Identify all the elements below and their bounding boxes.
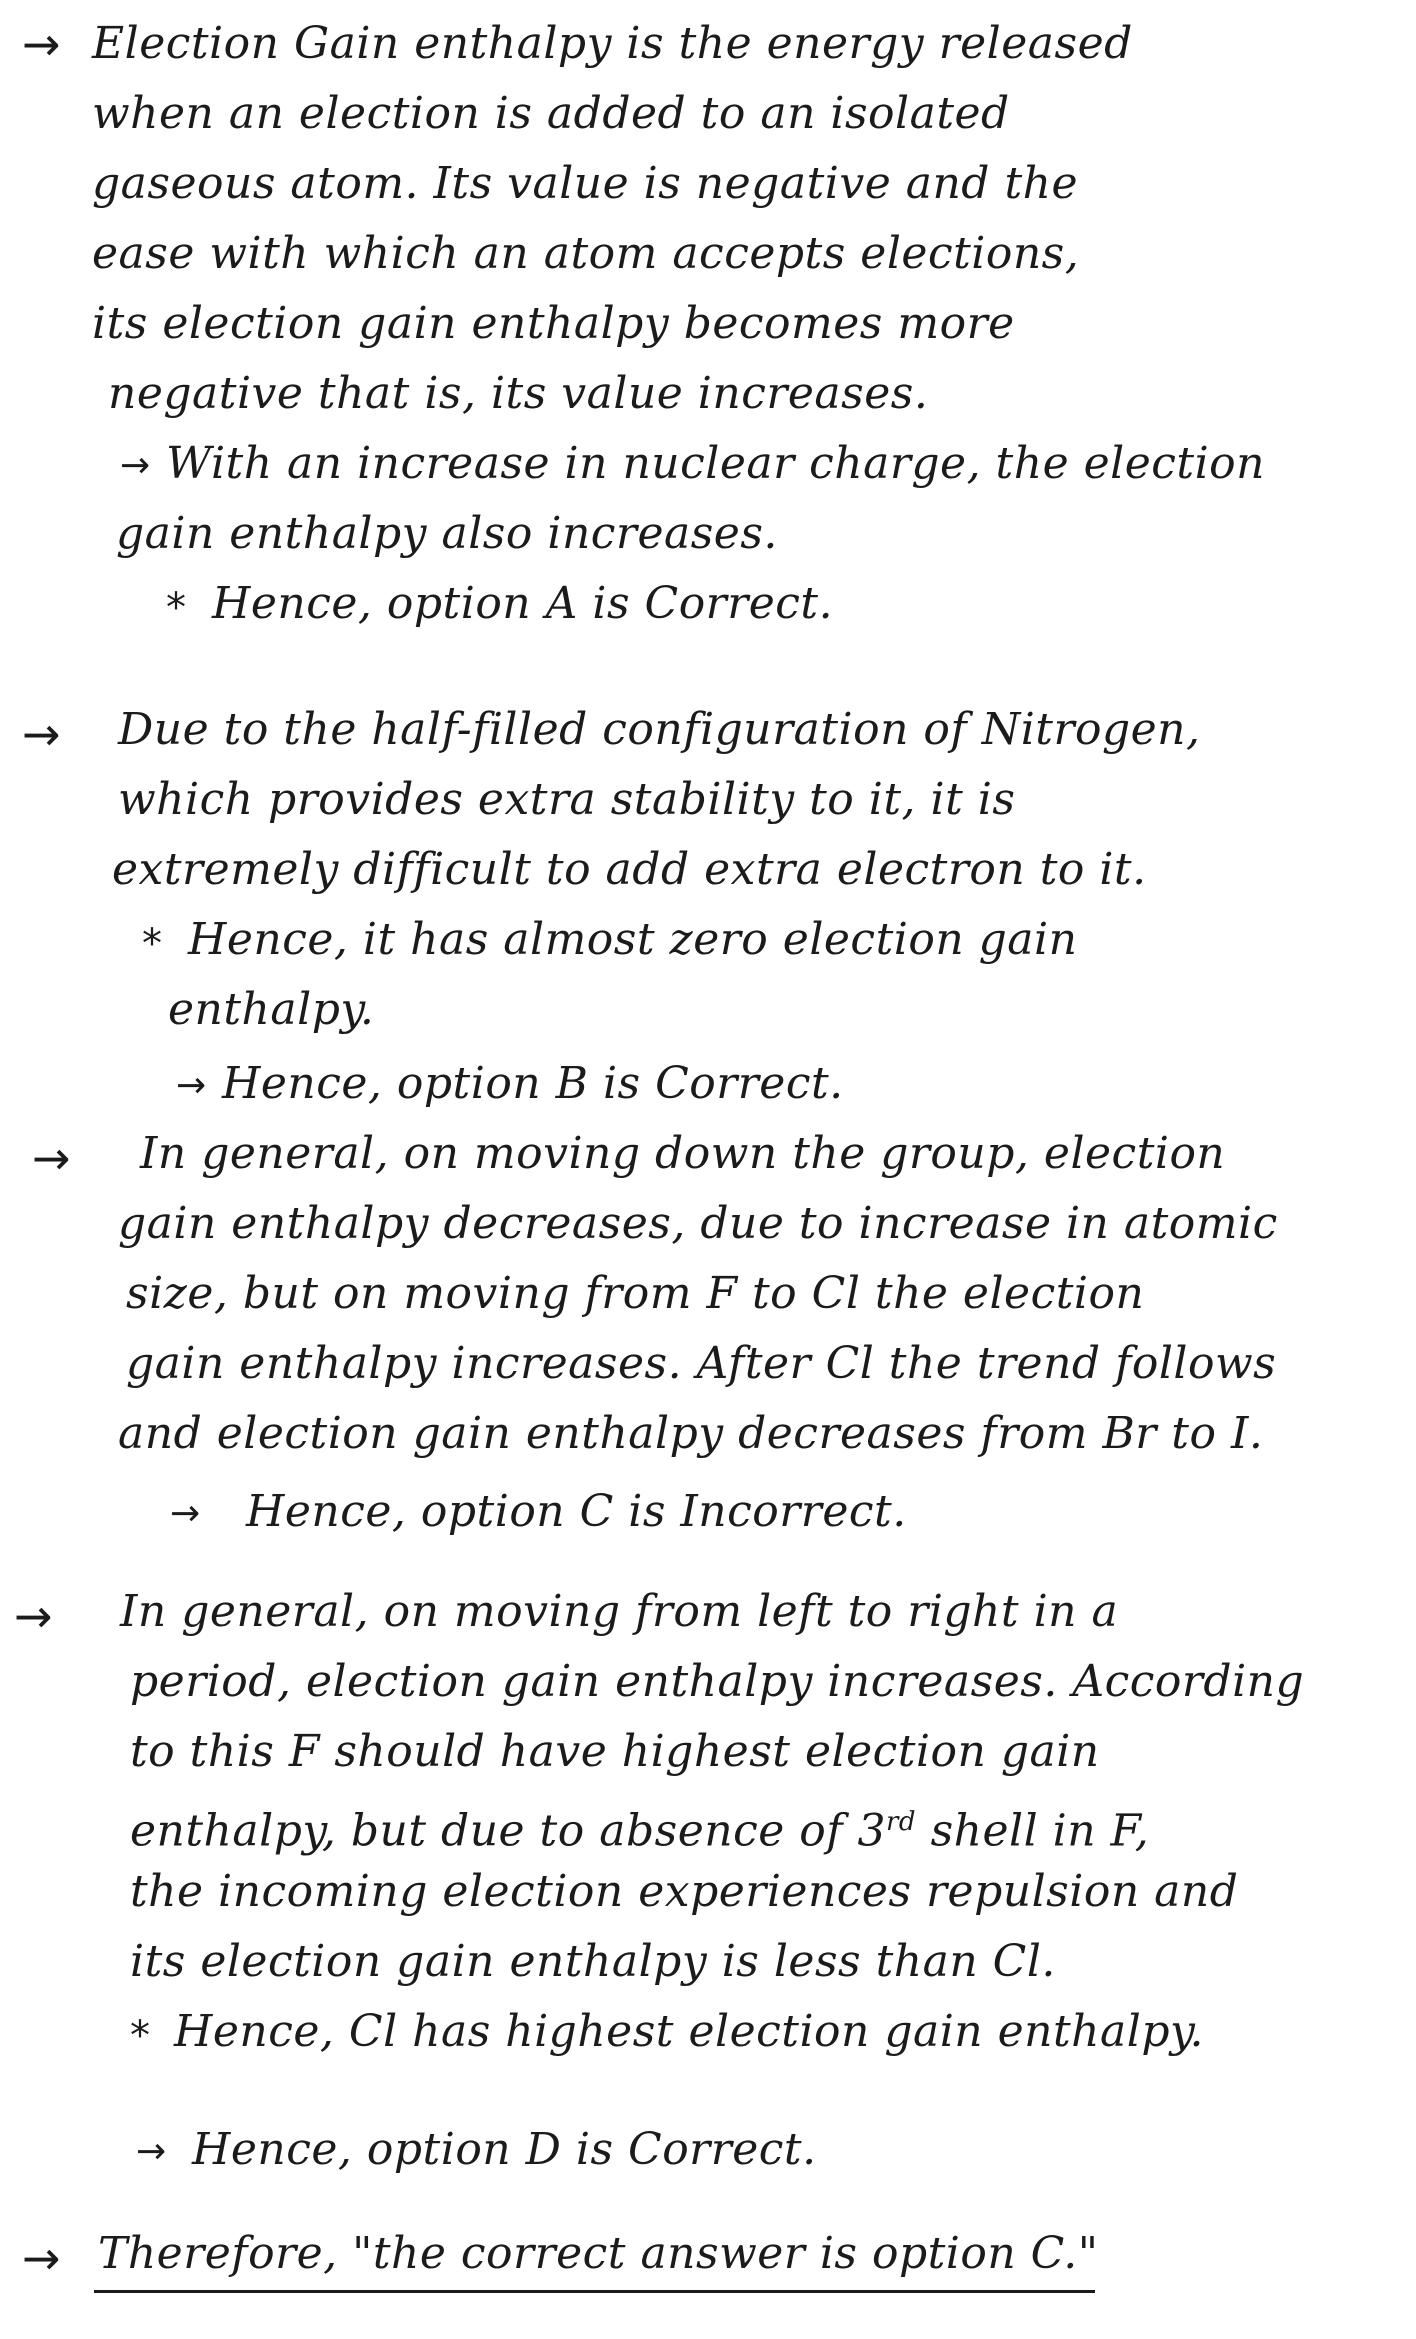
para1-line7: With an increase in nuclear charge, the election: [166, 438, 1265, 489]
para3-line3: size, but on moving from F to Cl the election: [126, 1268, 1145, 1319]
para1-line3: gaseous atom. Its value is negative and the: [92, 158, 1078, 209]
para1-line9: Hence, option A is Correct.: [212, 578, 834, 629]
superscript-rd: rd: [886, 1807, 917, 1837]
para4-line4-end: shell in F,: [916, 1805, 1150, 1857]
para4-line4-start: enthalpy, but due to absence of 3: [130, 1805, 886, 1857]
para4-line7: Hence, Cl has highest election gain enthalpy.: [174, 2006, 1204, 2057]
bullet-arrow-icon: →: [22, 707, 61, 761]
conclusion-underline: [94, 2290, 1095, 2293]
para3-line5: and election gain enthalpy decreases from Br to I.: [118, 1408, 1264, 1459]
para4-line8: Hence, option D is Correct.: [192, 2124, 817, 2175]
para1-line5: its election gain enthalpy becomes more: [92, 298, 1015, 349]
star-icon: *: [166, 585, 186, 631]
conclusion-text: Therefore, "the correct answer is option C.": [98, 2228, 1099, 2279]
bullet-arrow-icon: →: [22, 2231, 61, 2285]
para3-line2: gain enthalpy decreases, due to increase in atomic: [118, 1198, 1278, 1249]
para1-line4: ease with which an atom accepts elections,: [92, 228, 1080, 279]
para2-line2: which provides extra stability to it, it is: [118, 774, 1016, 825]
sub-arrow-icon: →: [170, 1493, 201, 1534]
para1-line2: when an election is added to an isolated: [92, 88, 1010, 139]
para4-line2: period, election gain enthalpy increases. According: [130, 1656, 1305, 1707]
para4-line3: to this F should have highest election gain: [130, 1726, 1100, 1777]
para3-line4: gain enthalpy increases. After Cl the trend follows: [126, 1338, 1277, 1389]
para1-line6: negative that is, its value increases.: [108, 368, 929, 419]
para2-line4: Hence, it has almost zero election gain: [188, 914, 1078, 965]
para3-line6: Hence, option C is Incorrect.: [246, 1486, 907, 1537]
bullet-arrow-icon: →: [14, 1589, 53, 1643]
sub-arrow-icon: →: [176, 1065, 207, 1106]
para1-line8: gain enthalpy also increases.: [116, 508, 778, 559]
para4-line4: [130, 1796, 1149, 1858]
para2-line5: enthalpy.: [168, 984, 375, 1035]
star-icon: *: [142, 921, 162, 967]
sub-arrow-icon: →: [136, 2131, 167, 2172]
para2-line3: extremely difficult to add extra electron to it.: [112, 844, 1147, 895]
star-icon: *: [130, 2013, 150, 2059]
para4-line6: its election gain enthalpy is less than Cl.: [130, 1936, 1056, 1987]
para4-line1: In general, on moving from left to right in a: [120, 1586, 1119, 1637]
sub-arrow-icon: →: [120, 445, 151, 486]
bullet-arrow-icon: →: [22, 17, 61, 71]
bullet-arrow-icon: →: [32, 1131, 71, 1185]
para2-line6: Hence, option B is Correct.: [222, 1058, 844, 1109]
para2-line1: Due to the half-filled configuration of Nitrogen,: [118, 704, 1201, 755]
para3-line1: In general, on moving down the group, election: [140, 1128, 1226, 1179]
para1-line1: Election Gain enthalpy is the energy released: [92, 18, 1133, 69]
para4-line5: the incoming election experiences repulsion and: [130, 1866, 1239, 1917]
